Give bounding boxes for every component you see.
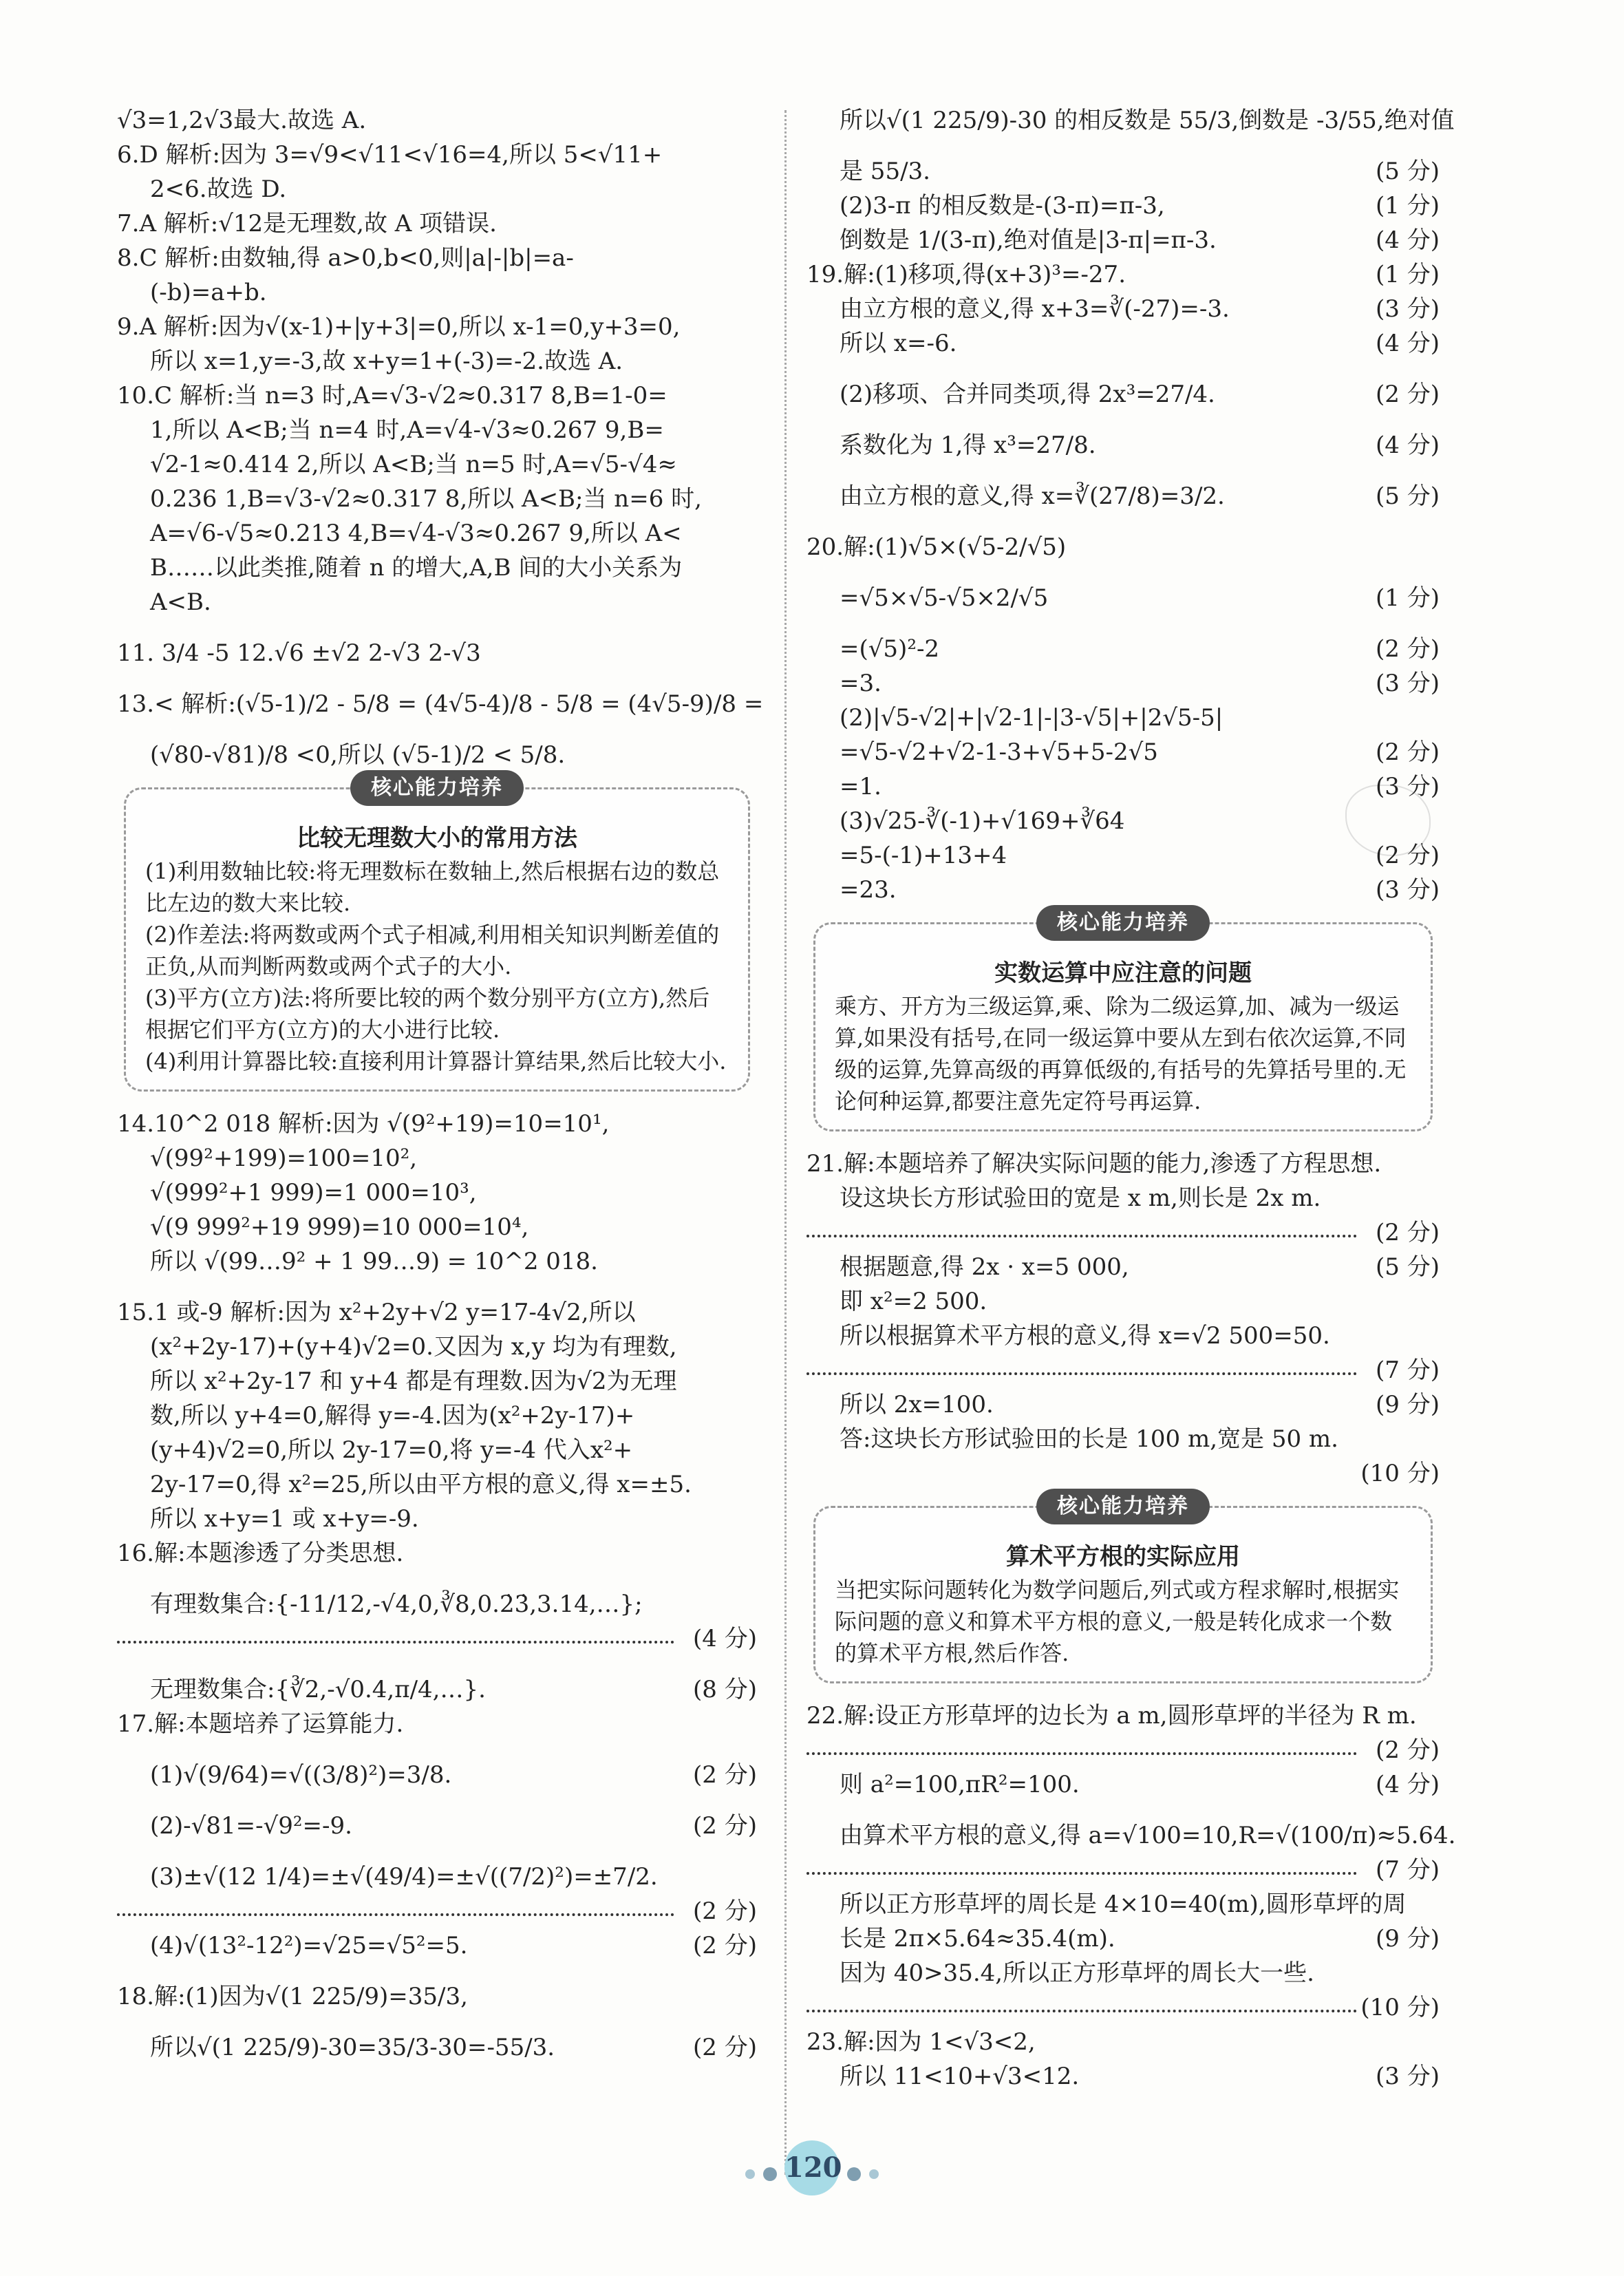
answer-17: 17.解:本题培养了运算能力. xyxy=(117,1710,404,1738)
decor-dot xyxy=(763,2167,777,2181)
score: (1 分) xyxy=(1376,584,1440,612)
text: 长是 2π×5.64≈35.4(m). xyxy=(840,1925,1115,1953)
text-line: √2-1≈0.414 2,所以 A<B;当 n=5 时,A=√5-√4≈ xyxy=(150,451,677,478)
answer-10: 10.C 解析:当 n=3 时,A=√3-√2≈0.317 8,B=1-0= xyxy=(117,382,667,410)
score: (3 分) xyxy=(1376,773,1440,800)
answer-18: 18.解:(1)因为√(1 225/9)=35/3, xyxy=(117,1983,468,2010)
decor-dot xyxy=(745,2169,755,2179)
score-line xyxy=(806,1767,1440,1802)
score: (2 分) xyxy=(693,1761,757,1789)
score: (5 分) xyxy=(1376,1253,1440,1281)
text: (2)-√81=-√9²=-9. xyxy=(150,1812,352,1840)
score: (2 分) xyxy=(693,2034,757,2061)
text-line: 答:这块长方形试验田的长是 100 m,宽是 50 m. xyxy=(840,1425,1338,1453)
score: (2 分) xyxy=(1376,381,1440,408)
score-line xyxy=(806,735,1440,769)
text: =√5×√5-√5×2/√5 xyxy=(840,584,1049,612)
score-line xyxy=(806,1853,1440,1887)
score: (4 分) xyxy=(1376,226,1440,254)
tip-item: (4)利用计算器比较:直接利用计算器计算结果,然后比较大小. xyxy=(145,1048,727,1074)
score: (2 分) xyxy=(693,1812,757,1840)
score: (10 分) xyxy=(1360,1460,1440,1487)
score-line xyxy=(806,189,1440,223)
score: (4 分) xyxy=(1376,1771,1440,1798)
text: =5-(-1)+13+4 xyxy=(840,842,1007,869)
score-line xyxy=(806,632,1440,666)
text: 所以 11<10+√3<12. xyxy=(840,2063,1080,2090)
text-line: A=√6-√5≈0.213 4,B=√4-√3≈0.267 9,所以 A< xyxy=(150,520,682,547)
score-line xyxy=(806,154,1440,189)
text: (2)移项、合并同类项,得 2x³=27/4. xyxy=(840,381,1215,408)
score: (1 分) xyxy=(1376,261,1440,288)
text: 由立方根的意义,得 x=∛(27/8)=3/2. xyxy=(840,482,1225,510)
text-line xyxy=(117,1809,757,1843)
text-line: (√80-√81)/8 <0,所以 (√5-1)/2 < 5/8. xyxy=(150,741,566,769)
text-line: 所以根据算术平方根的意义,得 x=√2 500=50. xyxy=(840,1322,1330,1350)
score-line xyxy=(806,666,1440,701)
answer-19 xyxy=(806,257,1440,292)
text-line: 所以 √(99…9² + 1 99…9) = 10^2 018. xyxy=(150,1248,598,1275)
text-line: 数,所以 y+4=0,解得 y=-4.因为(x²+2y-17)+ xyxy=(150,1402,635,1429)
tip-text: 乘方、开方为三级运算,乘、除为二级运算,加、减为一级运算,如果没有括号,在同一级运算中要从左到右依次运算,不同级的运算,先算高级的再算低级的,有括号的先算括号里的.无论何种运算,都要注意先定符号再运算. xyxy=(835,993,1407,1114)
score: (2 分) xyxy=(1376,738,1440,766)
answer-9: 9.A 解析:因为√(x-1)+|y+3|=0,所以 x-1=0,y+3=0, xyxy=(117,313,681,341)
score: (3 分) xyxy=(1376,295,1440,323)
text: 则 a²=100,πR²=100. xyxy=(840,1771,1080,1798)
score-line xyxy=(806,326,1440,361)
text: (1)√(9/64)=√((3/8)²)=3/8. xyxy=(150,1761,452,1789)
score: (3 分) xyxy=(1376,670,1440,697)
answer-14: 14.10^2 018 解析:因为 √(9²+19)=10=10¹, xyxy=(117,1110,610,1138)
answer-13: 13.< 解析:(√5-1)/2 - 5/8 = (4√5-4)/8 - 5/8 = (4√5-9)/8 = xyxy=(117,690,764,718)
text-line: 2y-17=0,得 x²=25,所以由平方根的意义,得 x=±5. xyxy=(150,1471,692,1498)
decor-dot xyxy=(869,2169,879,2179)
text: 根据题意,得 2x · x=5 000, xyxy=(840,1253,1129,1281)
tip-item: (3)平方(立方)法:将所要比较的两个数分别平方(立方),然后根据它们平方(立方)的大小进行比较. xyxy=(145,985,710,1043)
text-line: 即 x²=2 500. xyxy=(840,1288,987,1315)
text-line: (-b)=a+b. xyxy=(150,279,267,306)
score: (10 分) xyxy=(1360,1994,1440,2021)
score: (2 分) xyxy=(693,1932,757,1959)
tip-badge: 核心能力培养 xyxy=(1036,905,1210,941)
score: (4 分) xyxy=(1376,330,1440,357)
score: (2 分) xyxy=(1376,1219,1440,1246)
left-column xyxy=(117,103,764,2065)
answer-15: 15.1 或-9 解析:因为 x²+2y+√2 y=17-4√2,所以 xyxy=(117,1299,636,1326)
text-line: √(999²+1 999)=1 000=10³, xyxy=(150,1179,477,1206)
answer-20: 20.解:(1)√5×(√5-2/√5) xyxy=(806,533,1067,561)
answer-16: 16.解:本题渗透了分类思想. xyxy=(117,1540,404,1567)
text-line: (x²+2y-17)+(y+4)√2=0.又因为 x,y 均为有理数, xyxy=(150,1333,677,1361)
text: (2)3-π 的相反数是-(3-π)=π-3, xyxy=(840,192,1165,220)
score: (1 分) xyxy=(1376,192,1440,220)
text-line: (2)|√5-√2|+|√2-1|-|3-√5|+|2√5-5| xyxy=(840,704,1224,732)
text-line: 由算术平方根的意义,得 a=√100=10,R=√(100/π)≈5.64. xyxy=(840,1822,1456,1849)
text-line xyxy=(117,1928,757,1963)
score-line xyxy=(806,428,1440,462)
score-line xyxy=(806,1733,1440,1767)
score-line xyxy=(806,292,1440,326)
text: 所以 2x=100. xyxy=(840,1391,994,1418)
text: =1. xyxy=(840,773,882,800)
text: 系数化为 1,得 x³=27/8. xyxy=(840,432,1096,459)
text: =23. xyxy=(840,876,897,904)
text-line xyxy=(117,2030,757,2065)
page-number xyxy=(729,2140,895,2195)
score-line xyxy=(806,1215,1440,1250)
text-line: (y+4)√2=0,所以 2y-17=0,将 y=-4 代入x²+ xyxy=(150,1436,633,1464)
answer-6: 6.D 解析:因为 3=√9<√11<√16=4,所以 5<√11+ xyxy=(117,141,663,169)
score: (8 分) xyxy=(693,1676,757,1703)
tip-box-compare xyxy=(124,776,750,1092)
score: (5 分) xyxy=(1376,482,1440,510)
text: =3. xyxy=(840,670,882,697)
tip-box-operations xyxy=(813,911,1433,1131)
score: (9 分) xyxy=(1376,1391,1440,1418)
text-line: 所以 x=1,y=-3,故 x+y=1+(-3)=-2.故选 A. xyxy=(150,348,623,375)
score: (4 分) xyxy=(1376,432,1440,459)
tip-text: 当把实际问题转化为数学问题后,列式或方程求解时,根据实际问题的意义和算术平方根的意义,一般是转化成求一个数的算术平方根,然后作答. xyxy=(835,1577,1400,1666)
tip-badge: 核心能力培养 xyxy=(350,770,524,806)
text: =(√5)²-2 xyxy=(840,635,940,663)
score: (7 分) xyxy=(1376,1856,1440,1884)
text: 19.解:(1)移项,得(x+3)³=-27. xyxy=(806,261,1126,288)
score-line xyxy=(806,1387,1440,1422)
score-line xyxy=(806,838,1440,873)
text: 由立方根的意义,得 x+3=∛(-27)=-3. xyxy=(840,295,1230,323)
text-line xyxy=(117,1672,757,1707)
text-line: 0.236 1,B=√3-√2≈0.317 8,所以 A<B;当 n=6 时, xyxy=(150,485,702,513)
score: (2 分) xyxy=(1376,842,1440,869)
score: (2 分) xyxy=(693,1897,757,1925)
text: =√5-√2+√2-1-3+√5+5-2√5 xyxy=(840,738,1158,766)
score-line xyxy=(806,1922,1440,1956)
text: 是 55/3. xyxy=(840,158,930,185)
tip-item: (2)作差法:将两数或两个式子相减,利用相关知识判断差值的正负,从而判断两数或两个式子的大小. xyxy=(145,922,720,979)
text-line: √(99²+199)=100=10², xyxy=(150,1145,418,1172)
page-number-label: 120 xyxy=(784,2140,840,2195)
text: 所以 x=-6. xyxy=(840,330,957,357)
answer-8: 8.C 解析:由数轴,得 a>0,b<0,则|a|-|b|=a- xyxy=(117,244,574,272)
score-line xyxy=(806,1250,1440,1284)
score-line xyxy=(806,873,1440,907)
tip-item: (1)利用数轴比较:将无理数标在数轴上,然后根据右边的数总比左边的数大来比较. xyxy=(145,858,720,916)
score: (3 分) xyxy=(1376,876,1440,904)
answer-21: 21.解:本题培养了解决实际问题的能力,渗透了方程思想. xyxy=(806,1150,1382,1178)
score: (2 分) xyxy=(1376,635,1440,663)
text-line: 1,所以 A<B;当 n=4 时,A=√4-√3≈0.267 9,B= xyxy=(150,416,664,444)
decor-dot xyxy=(847,2167,861,2181)
text-line: 所以正方形草坪的周长是 4×10=40(m),圆形草坪的周 xyxy=(840,1891,1407,1918)
right-column xyxy=(806,103,1456,2094)
text: 无理数集合:{∛2,-√0.4,π/4,…}. xyxy=(150,1676,486,1703)
score-line xyxy=(117,1894,757,1928)
answer-11-12: 11. 3/4 -5 12.√6 ±√2 2-√3 2-√3 xyxy=(117,639,481,667)
score-line xyxy=(806,479,1440,513)
score: (5 分) xyxy=(1376,158,1440,185)
text-line xyxy=(117,1758,757,1792)
score-line xyxy=(806,1353,1440,1387)
score: (2 分) xyxy=(1376,1736,1440,1764)
score-line xyxy=(806,2059,1440,2094)
text-line: 所以 x²+2y-17 和 y+4 都是有理数.因为√2为无理 xyxy=(150,1368,677,1395)
column-divider xyxy=(784,110,787,2175)
text: (4)√(13²-12²)=√25=√5²=5. xyxy=(150,1932,468,1959)
score: (7 分) xyxy=(1376,1357,1440,1384)
text-line: 2<6.故选 D. xyxy=(150,176,287,203)
text: 倒数是 1/(3-π),绝对值是|3-π|=π-3. xyxy=(840,226,1217,254)
answer-22: 22.解:设正方形草坪的边长为 a m,圆形草坪的半径为 R m. xyxy=(806,1702,1417,1730)
text-line: 因为 40>35.4,所以正方形草坪的周长大一些. xyxy=(840,1959,1314,1987)
text-line: 有理数集合:{-11/12,-√4,0,∛8,0.2̇3̇,3.14,…}; xyxy=(150,1591,643,1618)
tip-title: 比较无理数大小的常用方法 xyxy=(297,825,577,852)
score-line xyxy=(806,581,1440,615)
text-line: (3)±√(12 1/4)=±√(49/4)=±√((7/2)²)=±7/2. xyxy=(150,1863,658,1891)
score-line xyxy=(806,1990,1440,2025)
score-line xyxy=(806,377,1440,412)
text-line: A<B. xyxy=(150,588,211,616)
answer-7: 7.A 解析:√12是无理数,故 A 项错误. xyxy=(117,210,497,237)
answer-23: 23.解:因为 1<√3<2, xyxy=(806,2028,1036,2056)
text-line: 设这块长方形试验田的宽是 x m,则长是 2x m. xyxy=(840,1184,1321,1212)
tip-title: 算术平方根的实际应用 xyxy=(1006,1543,1240,1571)
score-line xyxy=(117,1621,757,1656)
text-line: √3=1,2√3最大.故选 A. xyxy=(117,107,367,134)
tip-box-application xyxy=(813,1494,1433,1683)
tip-badge: 核心能力培养 xyxy=(1036,1489,1210,1524)
text: 所以√(1 225/9)-30=35/3-30=-55/3. xyxy=(150,2034,555,2061)
text-line: √(9 999²+19 999)=10 000=10⁴, xyxy=(150,1213,529,1241)
text-line: (3)√25-∛(-1)+√169+∛64 xyxy=(840,807,1125,835)
score-line xyxy=(806,223,1440,257)
text-line: B……以此类推,随着 n 的增大,A,B 间的大小关系为 xyxy=(150,554,683,582)
score: (3 分) xyxy=(1376,2063,1440,2090)
score-line xyxy=(806,1456,1440,1491)
text-line: 所以√(1 225/9)-30 的相反数是 55/3,倒数是 -3/55,绝对值 xyxy=(840,107,1455,134)
score: (4 分) xyxy=(693,1625,757,1652)
score: (9 分) xyxy=(1376,1925,1440,1953)
tip-title: 实数运算中应注意的问题 xyxy=(994,959,1252,987)
text-line: 所以 x+y=1 或 x+y=-9. xyxy=(150,1505,419,1533)
score-line xyxy=(806,769,1440,804)
